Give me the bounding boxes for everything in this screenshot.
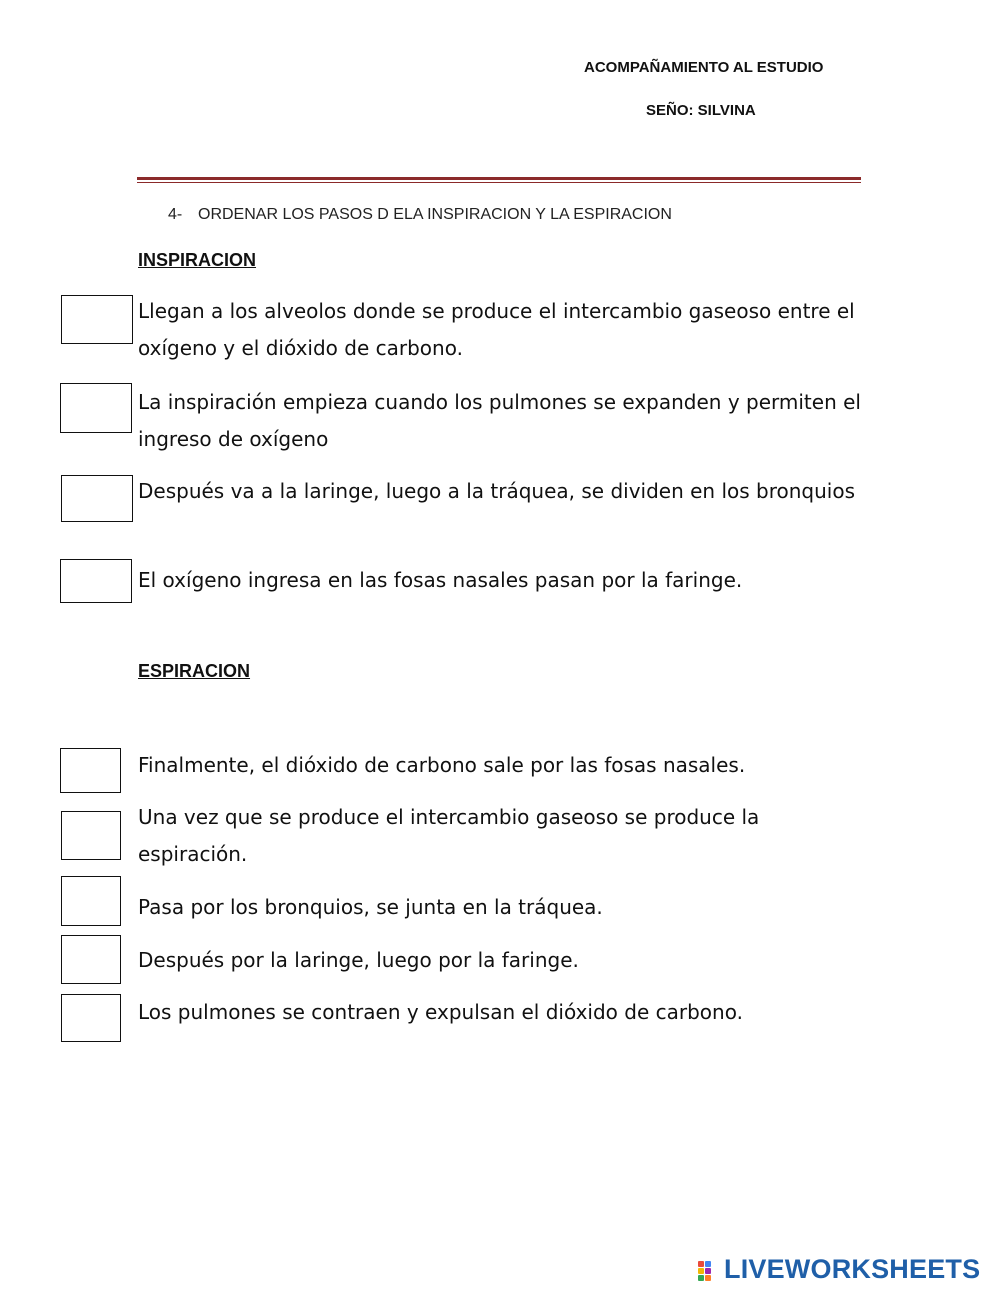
step-inspiracion-4: El oxígeno ingresa en las fosas nasales pasan por la faringe. <box>138 568 743 592</box>
order-box-espiracion-1[interactable] <box>60 748 121 793</box>
section-title-inspiracion: INSPIRACION <box>138 250 257 270</box>
step-inspiracion-2: La inspiración empieza cuando los pulmones se expanden y permiten el ingreso de oxígeno <box>138 390 861 451</box>
step-espiracion-1: Finalmente, el dióxido de carbono sale por las fosas nasales. <box>138 753 746 777</box>
step-espiracion-4: Después por la laringe, luego por la faringe. <box>138 948 579 972</box>
step-espiracion-2: Una vez que se produce el intercambio gaseoso se produce la espiración. <box>138 805 760 866</box>
liveworksheets-logo-text: LIVEWORKSHEETS <box>724 1253 981 1284</box>
order-box-espiracion-5[interactable] <box>61 994 121 1042</box>
header-divider-thin <box>137 182 861 183</box>
order-box-inspiracion-1[interactable] <box>61 295 133 344</box>
header-divider <box>137 177 861 180</box>
step-inspiracion-1: Llegan a los alveolos donde se produce el intercambio gaseoso entre el oxígeno y el dióxido de carbono. <box>138 299 855 360</box>
order-box-inspiracion-3[interactable] <box>61 475 133 522</box>
order-box-inspiracion-4[interactable] <box>60 559 132 603</box>
liveworksheets-logo-icon <box>698 1257 720 1281</box>
step-espiracion-3: Pasa por los bronquios, se junta en la tráquea. <box>138 895 603 919</box>
exercise-instruction <box>168 206 672 224</box>
course-title: ACOMPAÑAMIENTO AL ESTUDIO <box>584 59 824 76</box>
step-inspiracion-3: Después va a la laringe, luego a la tráquea, se dividen en los bronquios <box>138 479 856 503</box>
order-box-espiracion-4[interactable] <box>61 935 121 984</box>
order-box-espiracion-3[interactable] <box>61 876 121 926</box>
section-title-espiracion: ESPIRACION <box>138 661 251 681</box>
step-espiracion-5: Los pulmones se contraen y expulsan el dióxido de carbono. <box>138 1000 743 1024</box>
liveworksheets-logo <box>698 1252 980 1286</box>
exercise-text: ORDENAR LOS PASOS D ELA INSPIRACION Y LA ESPIRACION <box>198 206 672 223</box>
order-box-espiracion-2[interactable] <box>61 811 121 860</box>
order-box-inspiracion-2[interactable] <box>60 383 132 433</box>
teacher-name: SEÑO: SILVINA <box>646 102 756 119</box>
exercise-number: 4- <box>168 206 183 223</box>
